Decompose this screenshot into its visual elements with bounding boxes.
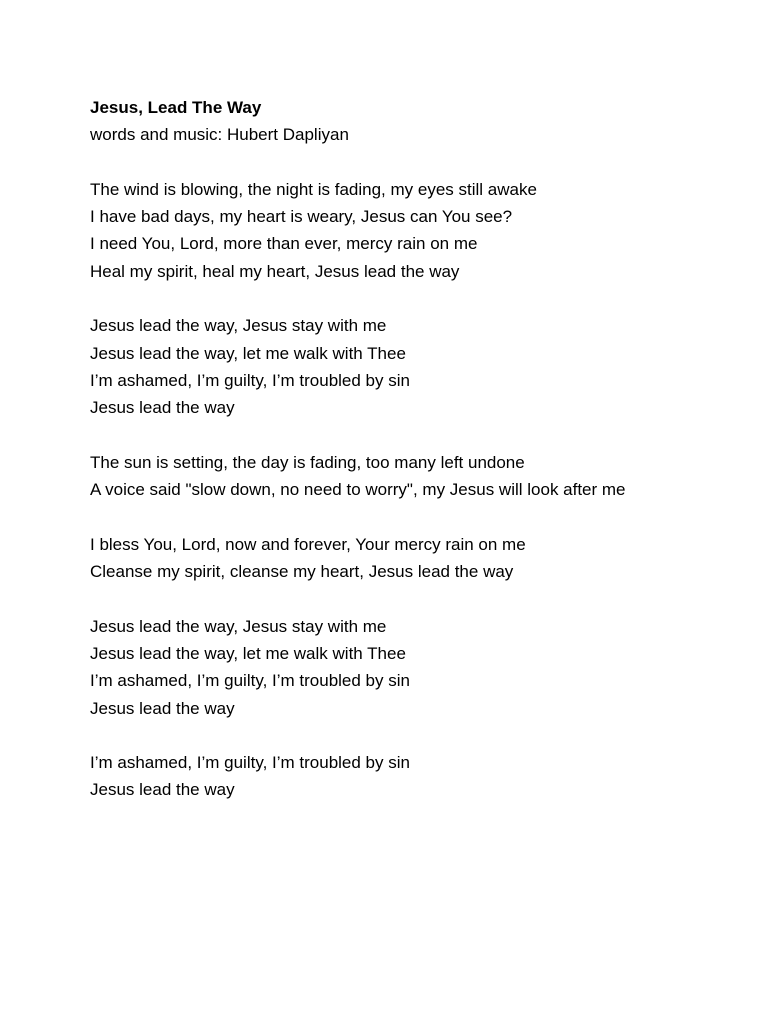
lyric-line: Jesus lead the way, let me walk with Thee (90, 643, 406, 663)
stanza-chorus-1 (90, 312, 750, 421)
lyric-line: Jesus lead the way (90, 698, 235, 718)
lyric-line: Jesus lead the way, Jesus stay with me (90, 316, 387, 336)
stanza-ending (90, 749, 750, 804)
lyrics-page (90, 94, 750, 804)
song-header (90, 94, 750, 149)
stanza-verse-2 (90, 449, 750, 504)
stanza-verse-3 (90, 531, 750, 586)
stanza-chorus-2 (90, 613, 750, 722)
lyric-line: I’m ashamed, I’m guilty, I’m troubled by sin (90, 753, 410, 773)
lyric-line: I need You, Lord, more than ever, mercy rain on me (90, 234, 478, 254)
lyric-line: Jesus lead the way (90, 398, 235, 418)
song-title: Jesus, Lead The Way (90, 98, 262, 117)
lyric-line: Cleanse my spirit, cleanse my heart, Jesus lead the way (90, 562, 514, 582)
lyric-line: Heal my spirit, heal my heart, Jesus lead the way (90, 261, 460, 281)
lyric-line: I’m ashamed, I’m guilty, I’m troubled by sin (90, 370, 410, 390)
song-credits: words and music: Hubert Dapliyan (90, 125, 349, 145)
lyric-line: I bless You, Lord, now and forever, Your mercy rain on me (90, 534, 526, 554)
lyric-line: I’m ashamed, I’m guilty, I’m troubled by sin (90, 671, 410, 691)
lyric-line: Jesus lead the way (90, 780, 235, 800)
lyric-line: The sun is setting, the day is fading, too many left undone (90, 452, 525, 472)
lyric-line: I have bad days, my heart is weary, Jesus can You see? (90, 207, 513, 227)
lyric-line: The wind is blowing, the night is fading, my eyes still awake (90, 179, 537, 199)
lyric-line: Jesus lead the way, let me walk with Thee (90, 343, 406, 363)
lyric-line: A voice said "slow down, no need to worry", my Jesus will look after me (90, 480, 626, 500)
lyric-line: Jesus lead the way, Jesus stay with me (90, 616, 387, 636)
stanza-verse-1 (90, 176, 750, 285)
